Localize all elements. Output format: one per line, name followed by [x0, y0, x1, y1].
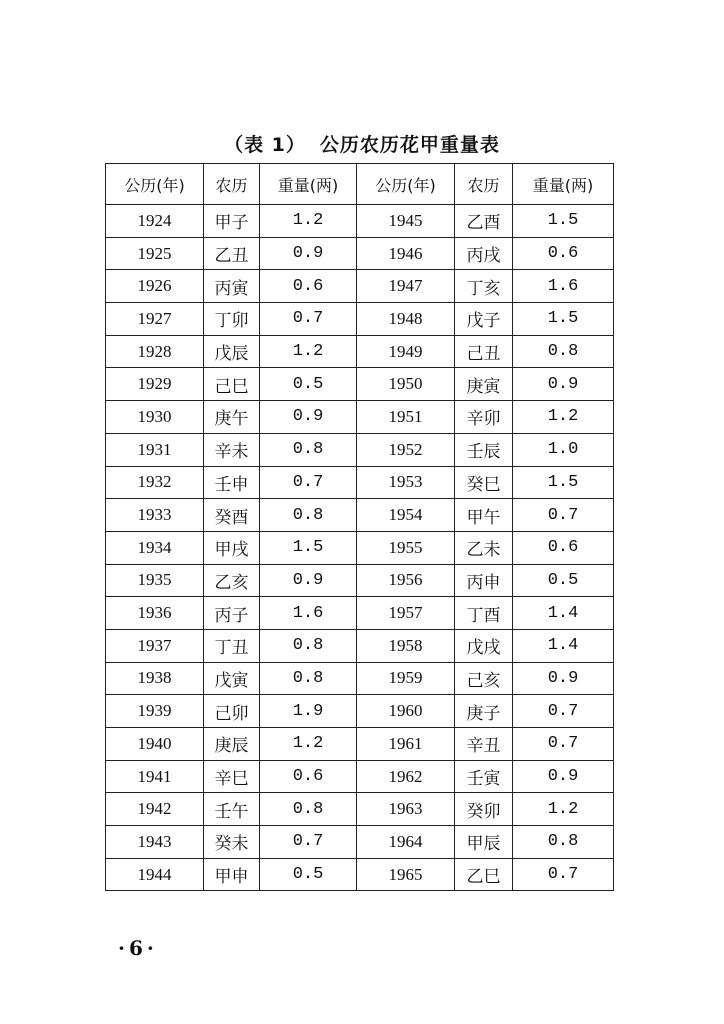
- cell-weight: 0.8: [260, 499, 357, 532]
- table-row: [106, 629, 614, 662]
- cell-ganzhi: 癸卯: [455, 793, 513, 826]
- cell-year: 1937: [106, 629, 204, 662]
- cell-ganzhi: 丙子: [204, 597, 260, 630]
- cell-year: 1942: [106, 793, 204, 826]
- cell-weight: 0.7: [260, 466, 357, 499]
- cell-ganzhi: 辛未: [204, 433, 260, 466]
- weight-table: [105, 163, 614, 891]
- cell-ganzhi: 乙亥: [204, 564, 260, 597]
- header-lunar: 农历: [204, 164, 260, 205]
- cell-weight: 0.6: [513, 237, 614, 270]
- cell-ganzhi: 壬辰: [455, 433, 513, 466]
- table-row: [106, 564, 614, 597]
- cell-ganzhi: 乙巳: [455, 858, 513, 891]
- cell-ganzhi: 戊寅: [204, 662, 260, 695]
- cell-year: 1950: [357, 368, 455, 401]
- table-number: （表 1）: [224, 134, 306, 156]
- cell-ganzhi: 丁酉: [455, 597, 513, 630]
- cell-weight: 1.2: [513, 793, 614, 826]
- table-row: [106, 433, 614, 466]
- table-row: [106, 760, 614, 793]
- cell-weight: 0.7: [513, 858, 614, 891]
- cell-year: 1944: [106, 858, 204, 891]
- cell-weight: 0.9: [260, 401, 357, 434]
- cell-year: 1955: [357, 531, 455, 564]
- cell-weight: 0.9: [260, 237, 357, 270]
- cell-weight: 1.2: [260, 728, 357, 761]
- table-row: [106, 597, 614, 630]
- table-row: [106, 826, 614, 859]
- cell-year: 1927: [106, 303, 204, 336]
- cell-ganzhi: 己亥: [455, 662, 513, 695]
- cell-year: 1945: [357, 205, 455, 238]
- cell-weight: 0.6: [260, 760, 357, 793]
- cell-weight: 0.9: [513, 368, 614, 401]
- cell-ganzhi: 戊子: [455, 303, 513, 336]
- cell-ganzhi: 丙申: [455, 564, 513, 597]
- cell-year: 1935: [106, 564, 204, 597]
- cell-ganzhi: 己丑: [455, 335, 513, 368]
- table-body: [106, 205, 614, 891]
- cell-year: 1958: [357, 629, 455, 662]
- cell-ganzhi: 辛丑: [455, 728, 513, 761]
- header-gregorian-year: 公历(年): [106, 164, 204, 205]
- cell-ganzhi: 乙丑: [204, 237, 260, 270]
- table-row: [106, 335, 614, 368]
- cell-weight: 1.0: [513, 433, 614, 466]
- cell-year: 1946: [357, 237, 455, 270]
- cell-ganzhi: 庚辰: [204, 728, 260, 761]
- cell-ganzhi: 辛巳: [204, 760, 260, 793]
- header-gregorian-year-2: 公历(年): [357, 164, 455, 205]
- cell-weight: 0.8: [260, 629, 357, 662]
- cell-year: 1949: [357, 335, 455, 368]
- cell-year: 1941: [106, 760, 204, 793]
- cell-year: 1947: [357, 270, 455, 303]
- cell-weight: 0.5: [513, 564, 614, 597]
- cell-ganzhi: 壬午: [204, 793, 260, 826]
- cell-ganzhi: 丁卯: [204, 303, 260, 336]
- cell-ganzhi: 癸未: [204, 826, 260, 859]
- cell-weight: 0.5: [260, 368, 357, 401]
- cell-year: 1925: [106, 237, 204, 270]
- cell-ganzhi: 丁丑: [204, 629, 260, 662]
- cell-year: 1931: [106, 433, 204, 466]
- cell-ganzhi: 甲午: [455, 499, 513, 532]
- cell-year: 1926: [106, 270, 204, 303]
- cell-year: 1952: [357, 433, 455, 466]
- table-row: [106, 303, 614, 336]
- cell-weight: 1.2: [513, 401, 614, 434]
- table-caption: [0, 130, 724, 157]
- table-row: [106, 499, 614, 532]
- cell-year: 1934: [106, 531, 204, 564]
- cell-year: 1928: [106, 335, 204, 368]
- cell-weight: 1.5: [513, 205, 614, 238]
- cell-year: 1948: [357, 303, 455, 336]
- cell-weight: 0.8: [260, 433, 357, 466]
- table-row: [106, 466, 614, 499]
- table-row: [106, 728, 614, 761]
- cell-ganzhi: 壬寅: [455, 760, 513, 793]
- cell-year: 1957: [357, 597, 455, 630]
- cell-weight: 1.6: [513, 270, 614, 303]
- table-title: 公历农历花甲重量表: [319, 134, 500, 156]
- cell-ganzhi: 乙酉: [455, 205, 513, 238]
- cell-ganzhi: 庚寅: [455, 368, 513, 401]
- cell-year: 1959: [357, 662, 455, 695]
- cell-ganzhi: 丙戌: [455, 237, 513, 270]
- cell-ganzhi: 癸酉: [204, 499, 260, 532]
- cell-ganzhi: 甲申: [204, 858, 260, 891]
- cell-weight: 1.4: [513, 629, 614, 662]
- cell-year: 1962: [357, 760, 455, 793]
- page-number: ·6·: [118, 936, 158, 960]
- cell-ganzhi: 庚子: [455, 695, 513, 728]
- table-row: [106, 270, 614, 303]
- header-lunar-2: 农历: [455, 164, 513, 205]
- cell-weight: 0.7: [513, 695, 614, 728]
- table-row: [106, 858, 614, 891]
- cell-year: 1953: [357, 466, 455, 499]
- cell-year: 1932: [106, 466, 204, 499]
- header-weight-2: 重量(两): [513, 164, 614, 205]
- table-row: [106, 401, 614, 434]
- header-row: [106, 164, 614, 205]
- cell-weight: 0.7: [260, 303, 357, 336]
- table-row: [106, 368, 614, 401]
- table-row: [106, 695, 614, 728]
- cell-year: 1929: [106, 368, 204, 401]
- cell-weight: 1.6: [260, 597, 357, 630]
- cell-weight: 1.2: [260, 205, 357, 238]
- cell-weight: 1.4: [513, 597, 614, 630]
- table-row: [106, 237, 614, 270]
- cell-weight: 0.7: [513, 499, 614, 532]
- cell-ganzhi: 壬申: [204, 466, 260, 499]
- cell-weight: 0.5: [260, 858, 357, 891]
- cell-weight: 1.2: [260, 335, 357, 368]
- cell-weight: 1.5: [260, 531, 357, 564]
- cell-weight: 0.9: [513, 760, 614, 793]
- cell-year: 1965: [357, 858, 455, 891]
- cell-weight: 0.6: [513, 531, 614, 564]
- cell-year: 1956: [357, 564, 455, 597]
- cell-ganzhi: 丙寅: [204, 270, 260, 303]
- cell-ganzhi: 甲辰: [455, 826, 513, 859]
- cell-weight: 0.7: [513, 728, 614, 761]
- cell-ganzhi: 庚午: [204, 401, 260, 434]
- cell-ganzhi: 甲戌: [204, 531, 260, 564]
- cell-year: 1933: [106, 499, 204, 532]
- cell-year: 1960: [357, 695, 455, 728]
- cell-ganzhi: 戊戌: [455, 629, 513, 662]
- cell-weight: 0.9: [260, 564, 357, 597]
- cell-ganzhi: 甲子: [204, 205, 260, 238]
- cell-year: 1964: [357, 826, 455, 859]
- cell-weight: 0.8: [513, 826, 614, 859]
- cell-weight: 0.8: [260, 793, 357, 826]
- cell-year: 1938: [106, 662, 204, 695]
- cell-ganzhi: 辛卯: [455, 401, 513, 434]
- table-row: [106, 662, 614, 695]
- cell-ganzhi: 己巳: [204, 368, 260, 401]
- table-row: [106, 531, 614, 564]
- cell-weight: 1.5: [513, 466, 614, 499]
- cell-year: 1939: [106, 695, 204, 728]
- header-weight: 重量(两): [260, 164, 357, 205]
- cell-weight: 1.5: [513, 303, 614, 336]
- cell-weight: 1.9: [260, 695, 357, 728]
- cell-year: 1951: [357, 401, 455, 434]
- cell-weight: 0.8: [513, 335, 614, 368]
- cell-year: 1943: [106, 826, 204, 859]
- cell-ganzhi: 乙未: [455, 531, 513, 564]
- cell-year: 1930: [106, 401, 204, 434]
- cell-weight: 0.8: [260, 662, 357, 695]
- cell-weight: 0.6: [260, 270, 357, 303]
- cell-ganzhi: 癸巳: [455, 466, 513, 499]
- cell-year: 1954: [357, 499, 455, 532]
- cell-ganzhi: 戊辰: [204, 335, 260, 368]
- cell-ganzhi: 己卯: [204, 695, 260, 728]
- cell-year: 1961: [357, 728, 455, 761]
- cell-ganzhi: 丁亥: [455, 270, 513, 303]
- cell-weight: 0.7: [260, 826, 357, 859]
- cell-year: 1940: [106, 728, 204, 761]
- cell-year: 1924: [106, 205, 204, 238]
- cell-year: 1936: [106, 597, 204, 630]
- table-row: [106, 793, 614, 826]
- cell-weight: 0.9: [513, 662, 614, 695]
- table-row: [106, 205, 614, 238]
- cell-year: 1963: [357, 793, 455, 826]
